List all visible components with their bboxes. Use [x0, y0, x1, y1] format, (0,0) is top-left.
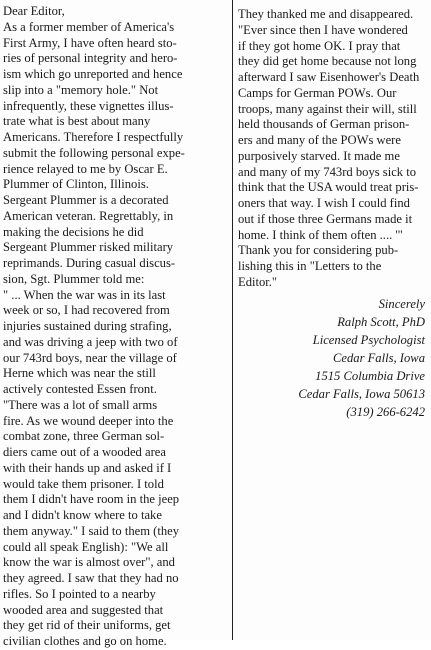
letter-line: slip into a "memory hole." Not: [3, 82, 159, 97]
letter-line: they agreed. I saw that they had no: [3, 571, 179, 585]
signature-phone: (319) 266-6242: [346, 405, 425, 419]
letter-line: making the decisions he did: [3, 224, 144, 239]
letter-line: "Ever since then I have wondered: [238, 22, 408, 37]
letter-line: rifles. So I pointed to a nearby: [3, 586, 156, 601]
letter-line: troops, many against their will, still: [238, 101, 417, 116]
letter-line: ries of personal integrity and hero-: [3, 51, 178, 66]
letter-line: our 743rd boys, near the village of: [3, 350, 177, 365]
letter-line: Herne which was near the still: [3, 366, 156, 381]
letter-line: " ... When the war was in its last: [3, 287, 166, 302]
signature-block: [235, 295, 425, 421]
letter-line: home. I think of them often .... '": [238, 227, 403, 242]
letter-line: sion, Sgt. Plummer told me:: [3, 271, 145, 286]
letter-line: with their hands up and asked if I: [3, 460, 172, 475]
right-column: [238, 0, 428, 291]
signature-city: Cedar Falls, Iowa: [332, 351, 425, 365]
letter-line: out if those three Germans made it: [238, 211, 413, 226]
letter-line: Camps for German POWs. Our: [238, 85, 397, 100]
letter-line: lishing this in "Letters to the: [238, 259, 382, 273]
letter-line: purposively starved. It made me: [238, 148, 400, 163]
left-column: [3, 0, 227, 650]
letter-line: if they got home OK. I pray that: [238, 38, 401, 53]
letter-line: could all speak English): "We all: [3, 539, 169, 554]
letter-line: As a former member of America's: [3, 19, 175, 34]
letter-line: trate what is best about many: [3, 114, 151, 129]
letter-line: wooded area and suggested that: [3, 602, 164, 617]
letter-line: week or so, I had recovered from: [3, 303, 170, 318]
signature-title: Licensed Psychologist: [312, 333, 425, 347]
letter-line: diers came out of a wooded area: [3, 445, 166, 459]
signature-closing: Sincerely: [378, 297, 425, 311]
letter-line: civilian clothes and go on home.: [3, 634, 167, 648]
letter-line: they did get home because not long: [238, 54, 417, 69]
letter-line: would take them prisoner. I told: [3, 476, 164, 491]
letter-line: and many of my 743rd boys sick to: [238, 164, 417, 179]
letter-line: rience relayed to me by Oscar E.: [3, 161, 168, 176]
letter-line: held thousands of German prison-: [238, 117, 410, 132]
signature-city-zip: Cedar Falls, Iowa 50613: [298, 387, 425, 401]
letter-line: ism which go unreported and hence: [3, 67, 183, 81]
letter-line: First Army, I have often heard sto-: [3, 35, 177, 50]
letter-line: oners that way. I wish I could find: [238, 196, 410, 210]
letter-line: reprimands. During casual discus-: [3, 256, 176, 270]
letter-line: submit the following personal expe-: [3, 145, 185, 160]
letter-line: Sergeant Plummer is a decorated: [3, 193, 169, 207]
letter-line: combat zone, three German sol-: [3, 429, 165, 444]
signature-street: 1515 Columbia Drive: [315, 369, 425, 383]
letter-line: infrequently, these vignettes illus-: [3, 98, 174, 113]
letter-line: actively contested Essen front.: [3, 382, 157, 396]
letter-line: Thank you for considering pub-: [238, 243, 399, 258]
letter-line: and was driving a jeep with two of: [3, 334, 178, 349]
letter-line: and I didn't know where to take: [3, 508, 162, 522]
letter-line: Sergeant Plummer risked military: [3, 240, 174, 255]
letter-line: know the war is almost over", and: [3, 555, 175, 570]
letter-line: them I didn't have room in the jeep: [3, 492, 180, 507]
letter-line: "There was a lot of small arms: [3, 397, 158, 412]
letter-line: Dear Editor,: [3, 4, 65, 18]
letter-line: think that the USA would treat pris-: [238, 180, 419, 195]
letter-line: fire. As we wound deeper into the: [3, 413, 174, 428]
letter-line: they get rid of their uniforms, get: [3, 618, 171, 633]
letter-line: Editor.": [238, 274, 278, 289]
letter-line: them anyway." I said to them (they: [3, 523, 180, 538]
letter-line: They thanked me and disappeared.: [238, 7, 414, 21]
column-divider: [232, 0, 233, 640]
letter-line: Americans. Therefore I respectfully: [3, 130, 184, 144]
letter-line: Plummer of Clinton, Illinois.: [3, 177, 149, 192]
letter-line: afterward I saw Eisenhower's Death: [238, 70, 420, 84]
signature-name: Ralph Scott, PhD: [337, 315, 425, 329]
letter-line: American veteran. Regrettably, in: [3, 208, 174, 223]
letter-line: ers and many of the POWs were: [238, 133, 401, 147]
letter-line: injuries sustained during strafing,: [3, 319, 172, 333]
